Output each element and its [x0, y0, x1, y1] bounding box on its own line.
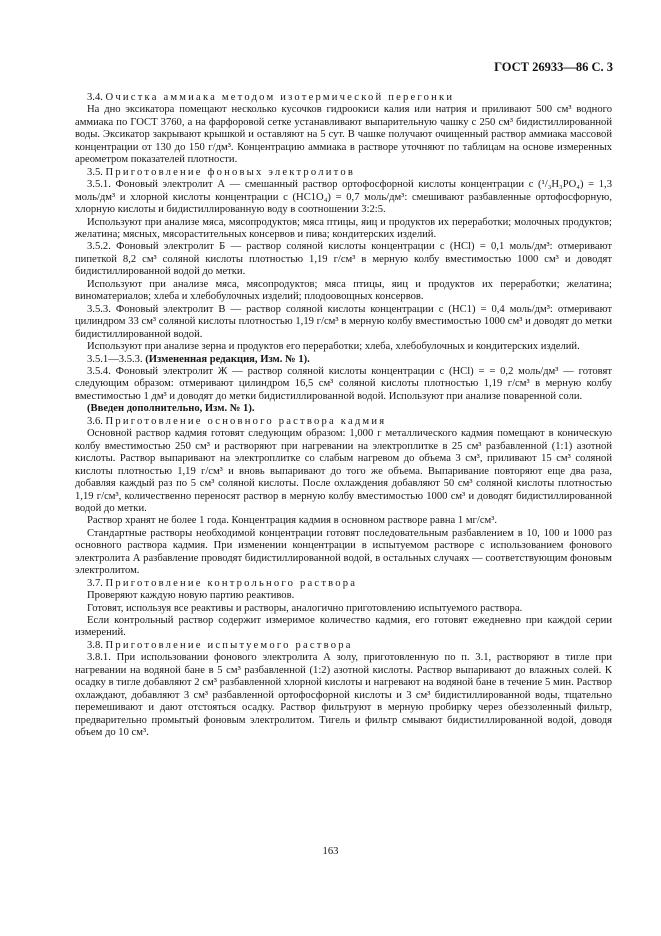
page-number: 163 [322, 846, 339, 857]
paragraph: На дно эксикатора помещают несколько кусочков гидроокиси калия или натрия и приливают 500 см³ водного аммиака по ГОСТ 3760, а на фарфоровой сетке устанавливают выпарительную чашку с 250 см³ бидистиллированной воды. Эксикатор закрывают крышкой и оставляют на 5 сут. В чашке получают очищенный раствор аммиака массовой концентрации от 130 до 150 г/дм³. Концентрацию аммиака в растворе уточняют по таблицам на основе измеренных ареометром показателей плотности. [75, 104, 612, 166]
paragraph: Раствор хранят не более 1 года. Концентрация кадмия в основном растворе равна 1 мг/см³. [87, 515, 498, 527]
section-heading: 3.5. Приготовление фоновых электролитов [87, 166, 356, 178]
paragraph: Используют при анализе зерна и продуктов его переработки; хлеба, хлебобулочных и кондитерских изделий. [87, 341, 580, 353]
amendment-note: (Введен дополнительно, Изм. № 1). [87, 403, 255, 415]
section-heading: 3.7. Приготовление контрольного раствора [87, 577, 358, 589]
page-header: ГОСТ 26933—86 С. 3 [494, 60, 613, 74]
section-heading: 3.8. Приготовление испытуемого раствора [87, 639, 353, 651]
paragraph: Основной раствор кадмия готовят следующим образом: 1,000 г металлического кадмия помещают в коническую колбу вместимостью 250 см³ и растворяют при нагревании на электроплитке в 25 см³ разбавленной (1:1) азотной кислоты. Раствор выпаривают на электроплитке со слабым нагревом до объема 3 см³, приливают 15 см³ соляной кислоты плотностью 1,19 г/см³ и вновь выпаривают до того же объема. Выпаривание повторяют еще два раза, добавляя каждый раз по 5 см³ соляной кислоты. После охлаждения добавляют 50 см³ соляной кислоты плотностью 1,19 г/см³, количественно переносят раствор в мерную колбу вместимостью 1000 см³ и доводят бидистиллированной водой до метки. [75, 428, 612, 514]
paragraph: Проверяют каждую новую партию реактивов. [87, 590, 295, 602]
amendment-note: 3.5.1—3.5.3. (Измененная редакция, Изм. № 1). [87, 353, 310, 365]
paragraph: 3.5.3. Фоновый электролит В — раствор соляной кислоты концентрации с (НС1) = 0,4 моль/дм³: отмеривают цилиндром 33 см³ соляной кислоты плотностью 1,19 г/см³ в мерную колбу вместимостью 1000 см³ и доводят до метки бидистиллированной водой. [75, 303, 612, 340]
paragraph: 3.8.1. При использовании фонового электролита А золу, приготовленную по п. 3.1, растворяют в тигле при нагревании на водяной бане в 5 см³ разбавленной (1:2) азотной кислоты. Раствор выпаривают до влажных солей. К осадку в тигле добавляют 2 см³ разбавленной хлорной кислоты и нагревают на водяной бане в течение 5 мин. Раствор охлаждают, добавляют 3 см³ разбавленной ортофосфорной кислоты и 3 см³ бидистиллированной воды, тщательно перемешивают и дают отстояться осадку. Раствор фильтруют в мерную пробирку через обеззоленный фильтр, предварительно промытый фоновым электролитом. Тигель и фильтр смывают бидистиллированной водой, доводя объем до 10 см³. [75, 652, 612, 739]
section-heading: 3.4. Очистка аммиака методом изотермической перегонки [87, 92, 455, 103]
paragraph: Если контрольный раствор содержит измеримое количество кадмия, его готовят ежедневно при каждой серии измерений. [75, 615, 612, 639]
document-body [75, 92, 612, 740]
paragraph: 3.5.2. Фоновый электролит Б — раствор соляной кислоты концентрации с (НСl) = 0,1 моль/дм³: отмеривают пипеткой 8,2 см³ соляной кислоты плотностью 1,19 г/см³ в мерную колбу вместимостью 1000 см³ и доводят бидистиллированной водой до метки. [75, 241, 612, 278]
section-heading: 3.6. Приготовление основного раствора кадмия [87, 415, 387, 427]
paragraph: Используют при анализе мяса, мясопродуктов; мяса птицы, яиц и продуктов их переработки; желатина; виноматериалов; хлеба и хлебобулочных изделий; плодоовощных консервов. [75, 278, 612, 303]
paragraph: 3.5.1. Фоновый электролит А — смешанный раствор ортофосфорной кислоты концентрации с (¹/₃H₃PO₄) = 1,3 моль/дм³ и хлорной кислоты концентрации с (НС1О₄) = 0,7 моль/дм³: смешивают разбавленные ортофосфорную, хлорную кислоты и бидистиллированную воду в соотношении 3:2:5. [75, 179, 612, 216]
paragraph: Готовят, используя все реактивы и растворы, аналогично приготовлению испытуемого раствора. [87, 602, 523, 614]
paragraph: 3.5.4. Фоновый электролит Ж — раствор соляной кислоты концентрации с (НСl) = = 0,2 моль/дм³ — готовят следующим образом: отмеривают цилиндром 16,5 см³ соляной кислоты плотностью 1,19 г/см³ в мерную колбу вместимостью 1 дм³ и доводят до метки бидистиллированной водой. Используют при анализе поваренной соли. [75, 365, 612, 402]
paragraph: Стандартные растворы необходимой концентрации готовят последовательным разбавлением в 10, 100 и 1000 раз основного раствора кадмия. При изменении концентрации в испытуемом растворе с использованием фонового электролита А разбавление проводят бидистиллированной водой, в остальных случаях — соответствующим фоновым электролитом. [75, 527, 612, 577]
paragraph: Используют при анализе мяса, мясопродуктов; мяса птицы, яиц и продуктов их переработки; молочных продуктов; желатина; мясных, мясорастительных консервов и пива; кондитерских изделий. [75, 216, 612, 240]
